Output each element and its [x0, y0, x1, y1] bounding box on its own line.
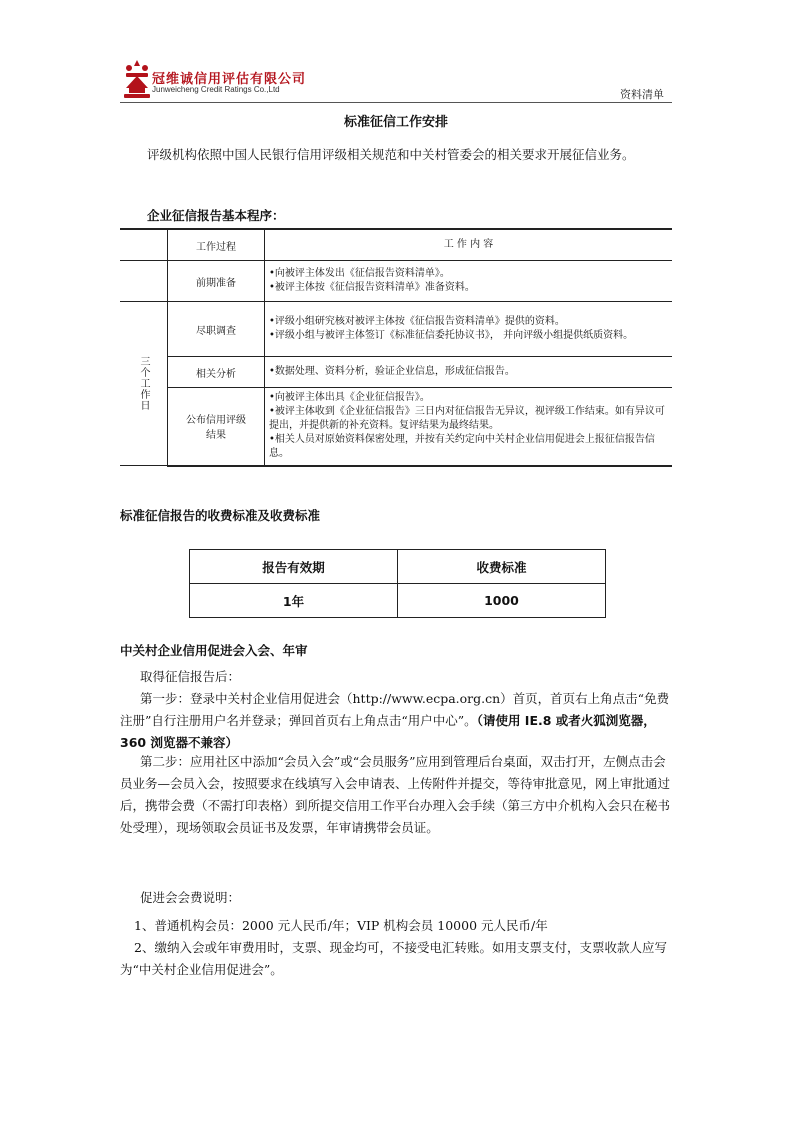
table-empty-cell	[120, 261, 168, 302]
content-line: •向被评主体出具《企业征信报告》。	[269, 392, 430, 404]
content-line: •评级小组与被评主体签订《标准征信委托协议书》， 并向评级小组提供纸质资料。	[269, 330, 634, 341]
intro-paragraph: 评级机构依照中国人民银行信用评级相关规范和中关村管委会的相关要求开展征信业务。	[147, 147, 635, 162]
step1-text: 第一步：登录中关村企业信用促进会（http://www.ecpa.org.cn）首页，首页右上角点击“免费注册”自行注册用户名并登录；弹回首页右上角点击“用户中心”。	[120, 691, 670, 728]
table-row	[120, 357, 672, 388]
side-label: 三个工作日	[138, 356, 149, 411]
page-title: 标准征信工作安排	[343, 115, 448, 130]
validity-cell: 1年	[190, 584, 398, 618]
amount-cell: 1000	[398, 584, 606, 618]
browser-note: （请使用 IE.8 或者火狐浏览器，360 浏览器不兼容）	[120, 713, 656, 750]
content-line: •数据处理、资料分析，验证企业信息，形成征信报告。	[269, 366, 515, 377]
fee-note-title: 促进会会费说明：	[140, 890, 241, 905]
table-row	[120, 261, 672, 302]
col-header-validity: 报告有效期	[190, 550, 398, 584]
stage-cell: 尽职调查	[168, 302, 265, 357]
after-report-text: 取得征信报告后：	[140, 669, 241, 684]
stage-cell: 相关分析	[168, 357, 265, 388]
procedure-table	[120, 228, 672, 467]
fee-header-row	[190, 550, 606, 584]
content-line: •评级小组研究核对被评主体按《征信报告资料清单》提供的资料。	[269, 316, 565, 327]
content-line: •向被评主体发出《征信报告资料清单》。	[269, 268, 450, 279]
logo-text-en: Junweicheng Credit Ratings Co.,Ltd	[152, 85, 280, 94]
fee-note-item-1: 1、普通机构会员：2000 元人民币/年；VIP 机构会员 10000 元人民币/年	[134, 918, 548, 933]
content-line: •被评主体收到《企业征信报告》三日内对征信报告无异议，视评级工作结束。如有异议可提出，并提供新的补充资料。复评结果为最终结果。	[269, 406, 665, 432]
table-row	[120, 302, 672, 357]
content-line: •被评主体按《征信报告资料清单》准备资料。	[269, 282, 475, 293]
col-header-content: 工 作 内 容	[265, 229, 673, 261]
header-label: 资料清单	[620, 88, 664, 101]
stage-label: 公布信用评级结果	[186, 415, 246, 442]
stage-cell: 前期准备	[168, 261, 265, 302]
membership-heading: 中关村企业信用促进会入会、年审	[120, 643, 308, 658]
step1-paragraph	[120, 688, 676, 754]
content-cell	[265, 357, 673, 388]
stage-cell	[168, 388, 265, 466]
col-header-process: 工作过程	[168, 229, 265, 261]
fee-note-item-2: 2、缴纳入会或年审费用时，支票、现金均可，不接受电汇转账。如用支票支付，支票收款人应写为“中关村企业信用促进会”。	[120, 940, 667, 977]
fee-table	[189, 549, 606, 618]
logo-text-cn: 冠维诚信用评估有限公司	[152, 72, 307, 87]
logo-emblem-icon	[120, 58, 154, 102]
content-cell	[265, 388, 673, 466]
table-header-row	[120, 229, 672, 261]
header-divider	[120, 102, 672, 103]
content-cell	[265, 261, 673, 302]
content-line: •相关人员对原始资料保密处理，并按有关约定向中关村企业信用促进会上报征信报告信息。	[269, 434, 655, 460]
table-row	[120, 388, 672, 466]
step2-paragraph: 第二步：应用社区中添加“会员入会”或“会员服务”应用到管理后台桌面，双击打开，左侧点击会员业务—会员入会，按照要求在线填写入会申请表、上传附件并提交，等待审批意见，网上审批通过后，携带会费（不需打印表格）到所提交信用工作平台办理入会手续（第三方中介机构入会只在秘书处受理），现场领取会员证书及发票，年审请携带会员证。	[120, 754, 671, 835]
content-cell	[265, 302, 673, 357]
fee-row	[190, 584, 606, 618]
col-header-fee: 收费标准	[398, 550, 606, 584]
side-label-cell	[120, 302, 168, 466]
fee-heading: 标准征信报告的收费标准及收费标准	[120, 508, 321, 523]
procedure-heading: 企业征信报告基本程序：	[147, 208, 285, 223]
table-corner-cell	[120, 229, 168, 261]
